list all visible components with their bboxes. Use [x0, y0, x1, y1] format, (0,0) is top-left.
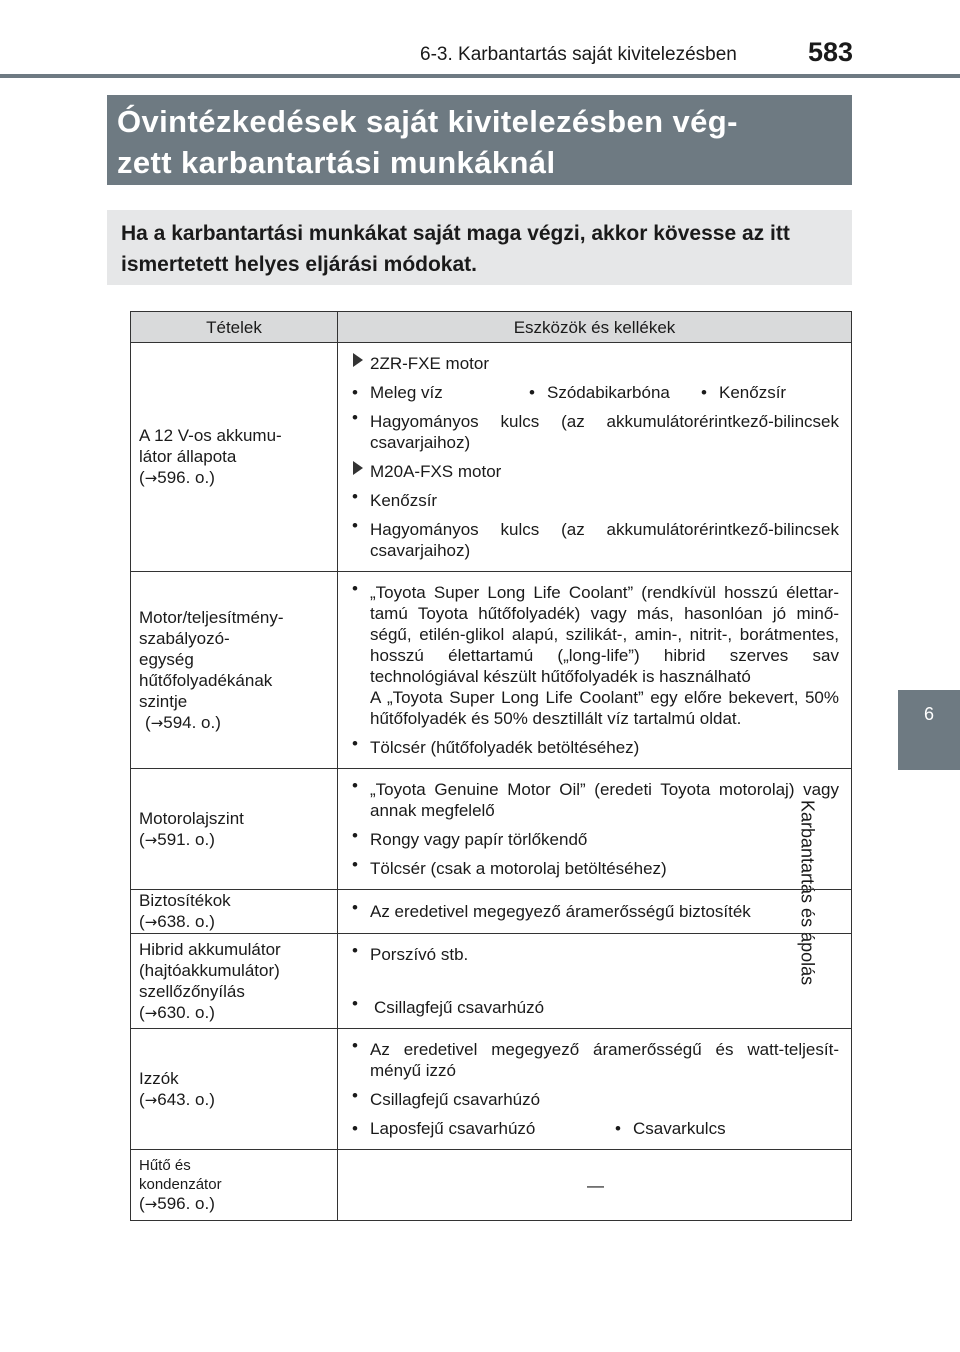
chapter-number: 6 [923, 704, 934, 724]
engine-heading: 2ZR-FXE motor [352, 349, 839, 378]
item-cell [131, 1029, 338, 1150]
arrow-icon: → [150, 713, 164, 732]
page-title-line2: zett karbantartási munkáknál [117, 145, 556, 180]
bullet-item: • Hagyományos kulcs (az akkumulátorérintkező-bilincsek csavarjaihoz) [352, 515, 839, 565]
tools-cell [338, 343, 852, 572]
item-line: egység [139, 649, 194, 669]
bullet-item: • Meleg víz [352, 382, 529, 403]
tools-cell [338, 572, 852, 769]
item-line: A 12 V-os akkumu- [139, 426, 282, 445]
bullet-item: • Kenőzsír [701, 382, 786, 403]
arrow-icon: → [144, 1003, 158, 1022]
page-number: 583 [808, 37, 854, 67]
bullet-item: • Porszívó stb. [352, 940, 839, 969]
arrow-icon: → [144, 830, 158, 849]
inline-bullet-list [352, 1114, 839, 1143]
tools-cell [338, 934, 852, 1029]
page-reference: (→643. o.) [139, 1089, 215, 1109]
intro-text: Ha a karbantartási munkákat saját maga végzi, akkor kövesse az itt ismertetett helyes eljárási módokat. [121, 222, 790, 276]
chapter-title-text: Karbantartás és ápolás [797, 800, 818, 986]
chapter-title [797, 800, 940, 1000]
engine-heading: M20A-FXS motor [352, 457, 839, 486]
tools-cell [338, 769, 852, 890]
table-row [131, 572, 852, 769]
page-reference: (→596. o.) [139, 468, 215, 487]
bullet-item: • Az eredetivel megegyező áramerősségű biztosíték [352, 897, 839, 926]
bullet-item: • „Toyota Genuine Motor Oil” (eredeti Toyota motorolaj) vagy annak megfelelő [352, 775, 839, 825]
page-reference: (→594. o.) [145, 712, 221, 732]
table-row [131, 343, 852, 572]
bullet-item: • Tölcsér (csak a motorolaj betöltéséhez) [352, 854, 839, 883]
item-line: Biztosítékok [139, 891, 231, 910]
table-row [131, 934, 852, 1029]
intro-box [107, 210, 852, 285]
item-line: Hibrid akkumulátor [139, 939, 281, 959]
item-cell [131, 890, 338, 934]
item-line: Hűtő és [139, 1157, 191, 1174]
arrow-icon: → [144, 913, 158, 931]
empty-dash: — [587, 1175, 604, 1195]
bullet-item: • Kenőzsír [352, 486, 839, 515]
header-rule [0, 74, 960, 78]
section-title: 6-3. Karbantartás saját kivitelezésben [420, 44, 737, 65]
tools-table [130, 311, 852, 1221]
arrow-icon: → [144, 1195, 158, 1213]
chapter-tab [898, 690, 960, 770]
column-header-items: Tételek [131, 312, 338, 343]
page-reference: (→596. o.) [139, 1194, 215, 1213]
bullet-item: • Szódabikarbóna [529, 382, 701, 403]
item-line: Motorolajszint [139, 808, 244, 828]
arrow-icon: → [144, 1090, 158, 1109]
bullet-item: • Laposfejű csavarhúzó [352, 1118, 615, 1139]
item-line: hűtőfolyadékának [139, 670, 273, 690]
inline-bullet-list [352, 378, 839, 407]
item-cell [131, 769, 338, 890]
bullet-text-continued: A „Toyota Super Long Life Coolant” egy előre bekevert, 50% hűtőfolyadék és 50% desztillált víz tartalmú oldat. [370, 688, 839, 728]
bullet-item: • Rongy vagy papír törlőkendő [352, 825, 839, 854]
item-line: szabályozó- [139, 628, 230, 648]
table-header-row [131, 312, 852, 343]
page-reference: (→591. o.) [139, 829, 215, 849]
item-cell [131, 1150, 338, 1221]
bullet-item: • Csillagfejű csavarhúzó [352, 993, 839, 1022]
item-cell [131, 343, 338, 572]
item-line: Izzók [139, 1068, 179, 1088]
item-line: látor állapota [139, 447, 237, 466]
table-row [131, 890, 852, 934]
arrow-icon: → [144, 469, 158, 487]
tools-cell [338, 1150, 852, 1221]
item-cell [131, 572, 338, 769]
item-line: Motor/teljesítmény- [139, 607, 284, 627]
item-cell [131, 934, 338, 1029]
bullet-item: • Csillagfejű csavarhúzó [352, 1085, 839, 1114]
item-line: szintje [139, 691, 188, 711]
bullet-text: • „Toyota Super Long Life Coolant” (rendkívül hosszú élettar-tamú Toyota hűtőfolyadék) vagy más, hasonlóan jó minő-ségű, etilén-glikol alapú, szilikát-, amin-, nitrit-, borátmentes, hosszú élettartamú („long-life”) hibrid szerves sav technológiával készült hűtőfolyadék is használható [370, 583, 839, 686]
page-title-box [107, 95, 852, 185]
column-header-tools: Eszközök és kellékek [338, 312, 852, 343]
page-title-line1: Óvintézkedések saját kivitelezésben vég- [117, 104, 738, 139]
item-line: szellőzőnyílás [139, 981, 245, 1001]
bullet-item: • Csavarkulcs [615, 1118, 726, 1139]
table-row [131, 1150, 852, 1221]
bullet-item [352, 578, 839, 733]
bullet-item: • Hagyományos kulcs (az akkumulátorérintkező-bilincsek csavarjaihoz) [352, 407, 839, 457]
bullet-item: • Az eredetivel megegyező áramerősségű és watt-teljesít-ményű izzó [352, 1035, 839, 1085]
table-row [131, 769, 852, 890]
page-reference: (→638. o.) [139, 912, 215, 931]
bullet-item: • Tölcsér (hűtőfolyadék betöltéséhez) [352, 733, 839, 762]
tools-cell [338, 1029, 852, 1150]
page-reference: (→630. o.) [139, 1002, 215, 1022]
table-row [131, 1029, 852, 1150]
tools-cell [338, 890, 852, 934]
item-line: (hajtóakkumulátor) [139, 960, 280, 980]
page-title [117, 101, 842, 183]
item-line: kondenzátor [139, 1176, 222, 1193]
